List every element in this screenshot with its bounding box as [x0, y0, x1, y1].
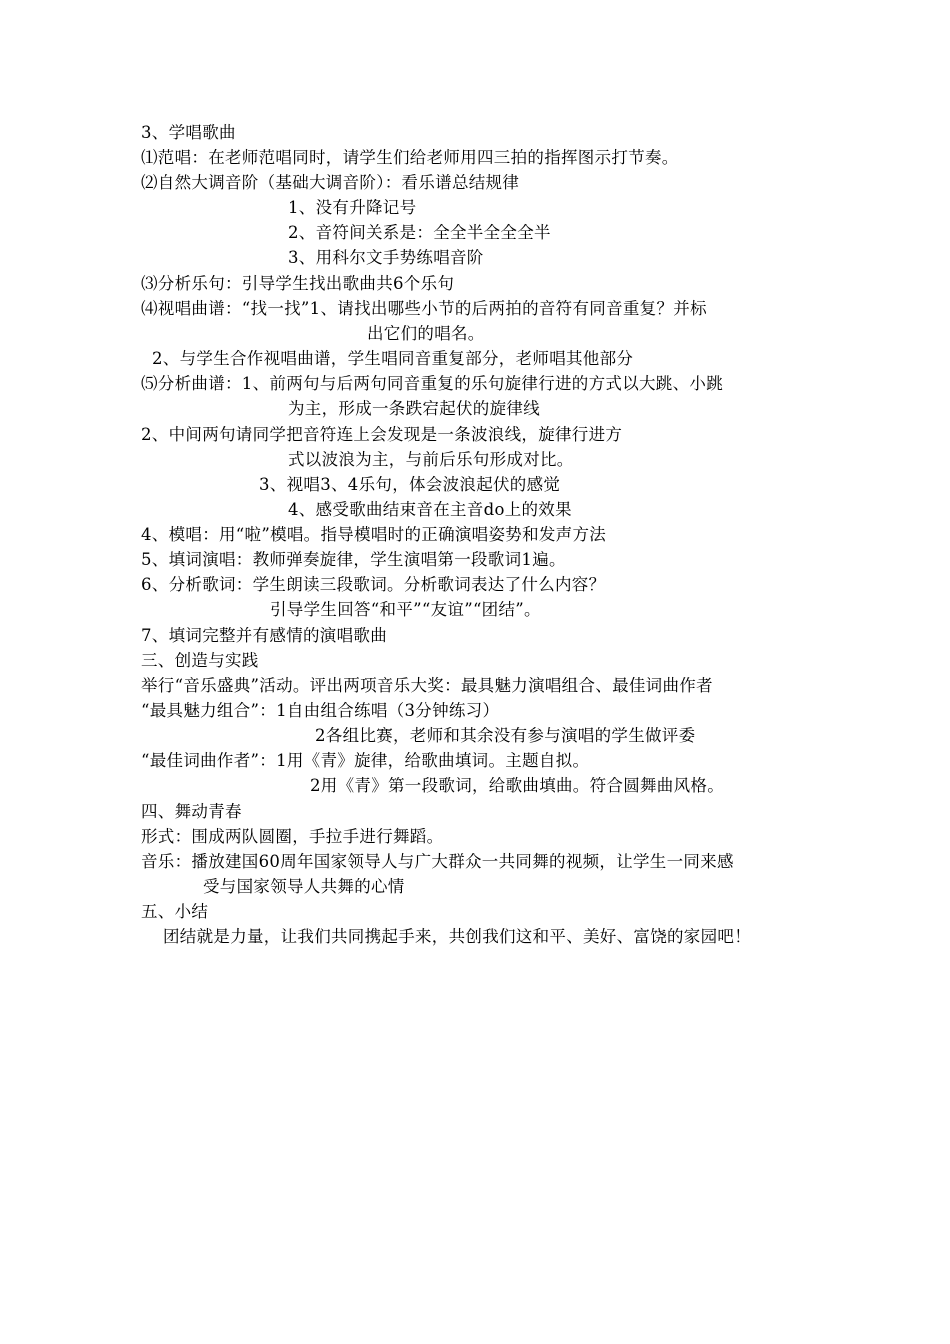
- list-item-interval-relation: 2、音符间关系是：全全半全全全半: [288, 223, 551, 242]
- paragraph-major-scale: ⑵自然大调音阶（基础大调音阶）：看乐谱总结规律: [141, 173, 520, 192]
- paragraph-best-group-cont: 2各组比赛，老师和其余没有参与演唱的学生做评委: [315, 726, 696, 745]
- paragraph-middle-phrases: 2、中间两句请同学把音符连上会发现是一条波浪线，旋律行进方: [141, 425, 623, 444]
- paragraph-sight-singing-cont: 出它们的唱名。: [367, 324, 485, 343]
- paragraph-best-songwriter-cont: 2用《青》第一段歌词，给歌曲填曲。符合圆舞曲风格。: [310, 776, 724, 795]
- section-heading-summary: 五、小结: [141, 902, 209, 921]
- paragraph-analyze-score-cont: 为主，形成一条跌宕起伏的旋律线: [288, 399, 540, 418]
- list-item-no-accidentals: 1、没有升降记号: [288, 198, 417, 217]
- paragraph-humming: 4、模唱：用“啦”模唱。指导模唱时的正确演唱姿势和发声方法: [141, 525, 607, 544]
- section-heading-learn-song: 3、学唱歌曲: [141, 123, 236, 142]
- paragraph-analyze-score: ⑸分析曲谱：1、前两句与后两句同音重复的乐句旋律行进的方式以大跳、小跳: [141, 374, 723, 393]
- paragraph-demo-singing: ⑴范唱：在老师范唱同时，请学生们给老师用四三拍的指挥图示打节奏。: [141, 148, 679, 167]
- paragraph-music-gala: 举行“音乐盛典”活动。评出两项音乐大奖：最具魅力演唱组合、最佳词曲作者: [141, 676, 713, 695]
- paragraph-middle-phrases-cont: 式以波浪为主，与前后乐句形成对比。: [288, 450, 574, 469]
- paragraph-best-group: “最具魅力组合”：1自由组合练唱（3分钟练习）: [141, 701, 500, 720]
- paragraph-lyric-singing: 5、填词演唱：教师弹奏旋律，学生演唱第一段歌词1遍。: [141, 550, 566, 569]
- paragraph-summary: 团结就是力量，让我们共同携起手来，共创我们这和平、美好、富饶的家园吧！: [163, 927, 751, 946]
- paragraph-analyze-lyrics: 6、分析歌词：学生朗读三段歌词。分析歌词表达了什么内容？: [141, 575, 606, 594]
- paragraph-analyze-lyrics-cont: 引导学生回答“和平”“友谊”“团结”。: [270, 600, 541, 619]
- section-heading-creation: 三、创造与实践: [141, 651, 259, 670]
- paragraph-best-songwriter: “最佳词曲作者”：1用《青》旋律，给歌曲填词。主题自拟。: [141, 751, 590, 770]
- section-heading-dance: 四、舞动青春: [141, 802, 242, 821]
- list-item-sing-phrases-3-4: 3、视唱3、4乐句，体会波浪起伏的感觉: [259, 475, 561, 494]
- paragraph-dance-form: 形式：围成两队圆圈，手拉手进行舞蹈。: [141, 827, 444, 846]
- paragraph-sight-singing: ⑷视唱曲谱：“找一找”1、请找出哪些小节的后两拍的音符有同音重复？并标: [141, 299, 707, 318]
- paragraph-complete-singing: 7、填词完整并有感情的演唱歌曲: [141, 626, 387, 645]
- paragraph-cooperative-singing: 2、与学生合作视唱曲谱，学生唱同音重复部分，老师唱其他部分: [152, 349, 634, 368]
- list-item-tonic-ending: 4、感受歌曲结束音在主音do上的效果: [288, 500, 572, 519]
- list-item-curwen-signs: 3、用科尔文手势练唱音阶: [288, 248, 484, 267]
- paragraph-dance-music-cont: 受与国家领导人共舞的心情: [203, 877, 405, 896]
- paragraph-analyze-phrases: ⑶分析乐句：引导学生找出歌曲共6个乐句: [141, 274, 455, 293]
- paragraph-dance-music: 音乐：播放建国60周年国家领导人与广大群众一共同舞的视频，让学生一同来感: [141, 852, 734, 871]
